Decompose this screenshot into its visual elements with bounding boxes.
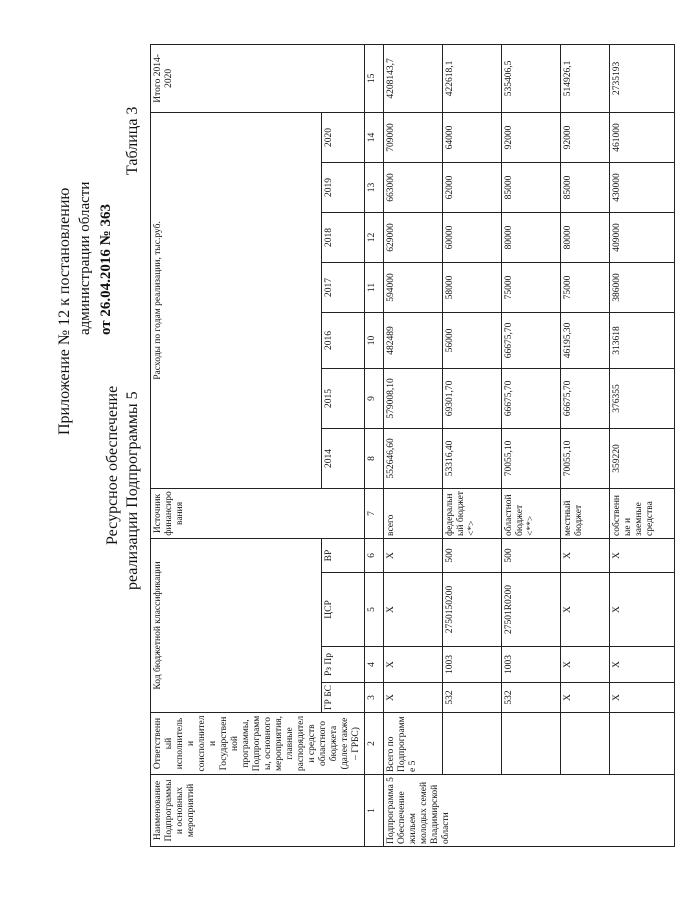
csr-cell: 27501R0200 (502, 573, 561, 647)
program-name-cell: Подпрограмма 5 Обеспечение жильем молодых семей Владимирской области (384, 775, 675, 847)
col-number: 14 (365, 112, 384, 162)
col-name-header: Наименование Подпрограммы и основных мероприятий (151, 775, 365, 847)
responsible-cell (561, 713, 610, 775)
col-number: 4 (365, 647, 384, 683)
value-cell: 56000 (443, 312, 502, 368)
rzpr-cell: Х (610, 647, 675, 683)
responsible-cell: Всего по Подпрограмме 5 (384, 713, 443, 775)
source-cell: федеральный бюджет <*> (443, 488, 502, 538)
rzpr-cell: Х (384, 647, 443, 683)
value-cell: 92000 (561, 112, 610, 162)
total-cell: 422618,1 (443, 44, 502, 112)
responsible-cell (443, 713, 502, 775)
col-number: 2 (365, 713, 384, 775)
source-cell: областной бюджет <**> (502, 488, 561, 538)
budget-classification-header: Код бюджетной классификации (151, 538, 322, 712)
col-responsible-header: Ответственный исполнитель и соисполнители Государственной программы, Подпрограммы, основного мероприятия, главные распорядители средств областного бюджета (далее также – ГРБС) (151, 713, 365, 775)
col-number: 13 (365, 162, 384, 212)
rzpr-cell: 1003 (443, 647, 502, 683)
value-cell: 629000 (384, 212, 443, 262)
value-cell: 70055,10 (502, 428, 561, 488)
value-cell: 80000 (561, 212, 610, 262)
year-header: 2014 (322, 428, 365, 488)
value-cell: 85000 (502, 162, 561, 212)
value-cell: 594000 (384, 262, 443, 312)
value-cell: 579008,10 (384, 368, 443, 428)
value-cell: 75000 (561, 262, 610, 312)
source-cell: собственные и заемные средства (610, 488, 675, 538)
col-total-header: Итого 2014-2020 (151, 44, 365, 112)
value-cell: 313618 (610, 312, 675, 368)
value-cell: 386000 (610, 262, 675, 312)
table-label: Таблица 3 (124, 106, 141, 175)
col-number: 6 (365, 538, 384, 572)
decree-date: от 26.04.2016 № 363 (98, 204, 114, 335)
col-number: 12 (365, 212, 384, 262)
value-cell: 66675,70 (561, 368, 610, 428)
column-number-row (365, 44, 384, 846)
value-cell: 552646,60 (384, 428, 443, 488)
value-cell: 430000 (610, 162, 675, 212)
table-row (561, 44, 610, 846)
col-number: 15 (365, 44, 384, 112)
col-source-header: Источник финансирования (151, 488, 365, 538)
value-cell: 482489 (384, 312, 443, 368)
value-cell: 64000 (443, 112, 502, 162)
year-header: 2020 (322, 112, 365, 162)
year-header: 2016 (322, 312, 365, 368)
rzpr-cell: 1003 (502, 647, 561, 683)
value-cell: 60000 (443, 212, 502, 262)
table-row (502, 44, 561, 846)
value-cell: 75000 (502, 262, 561, 312)
grbs-cell: 532 (443, 683, 502, 713)
csr-cell: 2750150200 (443, 573, 502, 647)
header-row-1 (151, 44, 322, 846)
value-cell: 709000 (384, 112, 443, 162)
value-cell: 663000 (384, 162, 443, 212)
responsible-cell (502, 713, 561, 775)
col-number: 1 (365, 775, 384, 847)
total-cell: 2735193 (610, 44, 675, 112)
table-row (384, 44, 443, 846)
csr-cell: Х (610, 573, 675, 647)
year-header: 2019 (322, 162, 365, 212)
grbs-cell: Х (384, 683, 443, 713)
year-header: 2018 (322, 212, 365, 262)
col-rzpr-header: Рз Пр (322, 647, 365, 683)
vr-cell: 500 (502, 538, 561, 572)
year-header: 2015 (322, 368, 365, 428)
vr-cell: Х (610, 538, 675, 572)
value-cell: 66675,70 (502, 368, 561, 428)
col-number: 9 (365, 368, 384, 428)
table-row (610, 44, 675, 846)
rzpr-cell: Х (561, 647, 610, 683)
table-row (443, 44, 502, 846)
appendix-line-1: Приложение № 12 к постановлению (56, 187, 73, 435)
value-cell: 66675,70 (502, 312, 561, 368)
col-number: 10 (365, 312, 384, 368)
value-cell: 80000 (502, 212, 561, 262)
value-cell: 376355 (610, 368, 675, 428)
col-number: 11 (365, 262, 384, 312)
grbs-cell: Х (610, 683, 675, 713)
grbs-cell: 532 (502, 683, 561, 713)
col-number: 5 (365, 573, 384, 647)
value-cell: 92000 (502, 112, 561, 162)
expenses-header: Расходы по годам реализации, тыс.руб. (151, 112, 322, 488)
vr-cell: Х (561, 538, 610, 572)
appendix-line-2: администрации области (77, 181, 93, 335)
value-cell: 85000 (561, 162, 610, 212)
grbs-cell: Х (561, 683, 610, 713)
total-cell: 514926,1 (561, 44, 610, 112)
value-cell: 62000 (443, 162, 502, 212)
source-cell: всего (384, 488, 443, 538)
col-grbs-header: ГР БС (322, 683, 365, 713)
value-cell: 46195,30 (561, 312, 610, 368)
source-cell: местный бюджет (561, 488, 610, 538)
total-cell: 535406,5 (502, 44, 561, 112)
col-csr-header: ЦСР (322, 573, 365, 647)
responsible-cell (610, 713, 675, 775)
value-cell: 53316,40 (443, 428, 502, 488)
col-number: 8 (365, 428, 384, 488)
vr-cell: Х (384, 538, 443, 572)
title-line-2: реализации Подпрограммы 5 (124, 391, 141, 590)
col-number: 3 (365, 683, 384, 713)
value-cell: 58000 (443, 262, 502, 312)
value-cell: 70055,10 (561, 428, 610, 488)
vr-cell: 500 (443, 538, 502, 572)
col-number: 7 (365, 488, 384, 538)
csr-cell: Х (561, 573, 610, 647)
year-header: 2017 (322, 262, 365, 312)
value-cell: 69301,70 (443, 368, 502, 428)
value-cell: 359220 (610, 428, 675, 488)
resource-table (150, 44, 675, 847)
col-vr-header: ВР (322, 538, 365, 572)
value-cell: 409000 (610, 212, 675, 262)
title-line-1: Ресурсное обеспечение (104, 385, 121, 545)
csr-cell: Х (384, 573, 443, 647)
value-cell: 461000 (610, 112, 675, 162)
total-cell: 4208143,7 (384, 44, 443, 112)
